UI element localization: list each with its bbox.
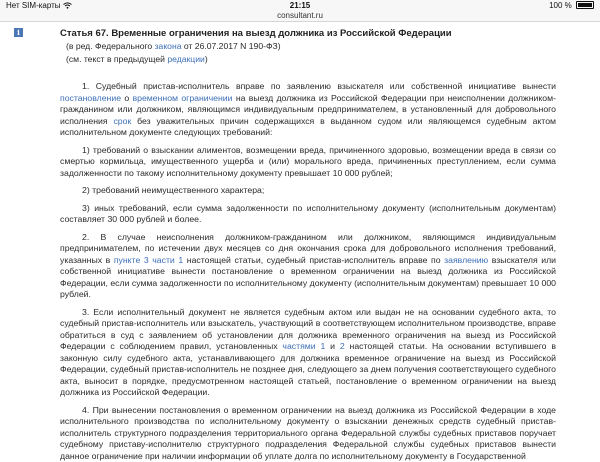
application-link[interactable]: заявлению bbox=[444, 255, 488, 265]
paragraph-4: 4. При вынесении постановления о временном ограничении на выезд должника из Российской Федерации в ходе исполнительного производства по исполнительному документу о взыскании денежных средств судебный пристав-исполнитель структурного подразделения территориального органа Федеральной службы судебных приставов поручает судебному приставу-исполнителю структурного подразделения Федеральной службы судебных приставов вынести данное ограничение при наличии информации об уплате долга по исполнительному документу в Государственной bbox=[60, 405, 556, 462]
address-bar[interactable] bbox=[0, 11, 600, 22]
paragraph-1-item-2: 2) требований неимущественного характера; bbox=[60, 185, 556, 197]
previous-edition-note: (см. текст в предыдущей редакции) bbox=[66, 53, 556, 66]
info-icon[interactable]: i bbox=[14, 28, 23, 37]
article-content bbox=[0, 22, 600, 462]
law-link[interactable]: закона bbox=[155, 41, 182, 51]
revision-note: (в ред. Федерального закона от 26.07.2017 N 190-ФЗ) bbox=[66, 40, 556, 53]
carrier-label: Нет SIM-карты bbox=[6, 1, 61, 10]
paragraph-3: 3. Если исполнительный документ не является судебным актом или выдан не на основании судебного акта, то судебный пристав-исполнитель или взыскатель, участвующий в соответствующем исполнительном производстве, вправе обратиться в суд с заявлением об установлении для должника временного ограничения на выезд из Российской Федерации с соблюдением правил, установленных частями 1 и 2 настоящей статьи. На основании вступившего в законную силу судебного акта, устанавливающего для должника временное ограничение на выезд из Российской Федерации, судебный пристав-исполнитель не позднее дня, следующего за днем получения соответствующего судебного акта, выносит в порядке, предусмотренном настоящей статьей, постановление о временном ограничении на выезд должника из Российской Федерации. bbox=[60, 307, 556, 399]
clause-3-part-1-link[interactable]: пункте 3 части 1 bbox=[114, 255, 183, 265]
clock: 21:15 bbox=[0, 0, 600, 11]
temporary-restriction-link[interactable]: временном ограничении bbox=[133, 93, 233, 103]
previous-edition-link[interactable]: редакции bbox=[167, 54, 204, 64]
paragraph-1-item-3: 3) иных требований, если сумма задолженности по исполнительному документу (исполнительным документам) составляет 30 000 рублей и более. bbox=[60, 203, 556, 226]
decree-link[interactable]: постановление bbox=[60, 93, 121, 103]
article-title: Статья 67. Временные ограничения на выезд должника из Российской Федерации bbox=[60, 22, 556, 40]
status-right bbox=[549, 0, 594, 11]
parts-1-link[interactable]: частями 1 bbox=[282, 341, 325, 351]
term-link[interactable]: срок bbox=[113, 116, 131, 126]
paragraph-1: 1. Судебный пристав-исполнитель вправе по заявлению взыскателя или собственной инициативе вынести постановление о временном ограничении на выезд должника из Российской Федерации при неисполнении должником-гражданином или должником, являющимся индивидуальным предпринимателем, в установленный для добровольного исполнения срок без уважительных причин содержащихся в выданном судом или являющемся судебным актом исполнительном документе следующих требований: bbox=[60, 81, 556, 139]
paragraph-2: 2. В случае неисполнения должником-гражданином или должником, являющимся индивидуальным предпринимателем, по истечении двух месяцев со дня окончания срока для добровольного исполнения требований, указанных в пункте 3 части 1 настоящей статьи, судебный пристав-исполнитель вправе по заявлению взыскателя или собственной инициативе вынести постановление о временном ограничении на выезд должника из Российской Федерации, если сумма задолженности по исполнительному документу (исполнительным документам) превышает 10 000 рублей. bbox=[60, 232, 556, 301]
paragraph-1-item-1: 1) требований о взыскании алиментов, возмещении вреда, причиненного здоровью, возмещении вреда в связи со смертью кормильца, имущественного ущерба и (или) морального вреда, причиненных преступлением, если сумма задолженности по такому исполнительному документу превышает 10 000 рублей; bbox=[60, 145, 556, 180]
status-bar bbox=[0, 0, 600, 11]
battery-icon bbox=[576, 1, 594, 9]
battery-percent: 100 % bbox=[549, 1, 572, 10]
url-domain: consultant.ru bbox=[277, 11, 323, 20]
part-2-link[interactable]: 2 bbox=[340, 341, 345, 351]
